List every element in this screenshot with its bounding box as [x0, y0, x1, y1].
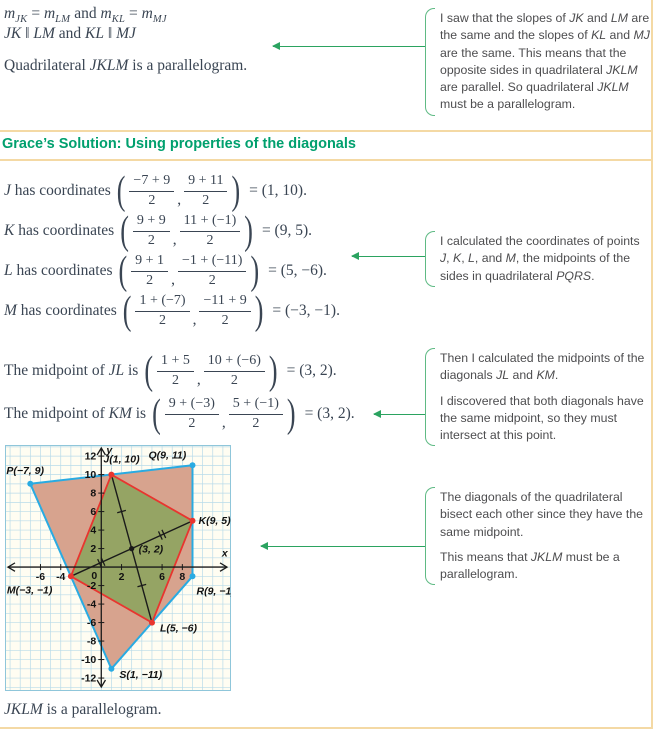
origin-label: 0: [91, 570, 98, 583]
fraction-x: $\frac{9 + (-3)}{2}$: [165, 396, 219, 431]
point-label: Q(9, 11): [148, 449, 187, 462]
point-label: L(5, −6): [159, 622, 198, 635]
point-label: M(−3, −1): [6, 584, 53, 597]
midpoint-row-KM: The midpoint of KM is ( $\frac{9 + (-3)}{2}$ , $\frac{5 + (-1)}{2}$ ) = (3, 2).: [4, 390, 355, 436]
callout-arrow-3: [374, 414, 425, 415]
point-label: (3, 2): [138, 543, 164, 556]
vertex-dot: [190, 573, 196, 579]
fraction-y: $\frac{-1 + (-11)}{2}$: [178, 253, 247, 288]
fraction-x: $\frac{9 + 1}{2}$: [131, 253, 168, 288]
section-rule-bottom: [0, 159, 653, 161]
y-tick-label: -12: [81, 672, 97, 685]
point-label: K(9, 5): [198, 514, 231, 527]
vertex-dot: [129, 546, 134, 551]
row-result: = (9, 5).: [261, 222, 313, 239]
axis-letter-label: x: [221, 547, 228, 560]
fraction-comma: ,: [171, 271, 175, 288]
point-label: R(9, −1): [196, 585, 231, 598]
point-label: S(1, −11): [119, 668, 163, 681]
callout-text: I saw that the slopes of JK and LM are the same and the slopes of KL and MJ are the same. This means that the opposite sides in quadrilateral JKLM are parallel. So quadrilateral JKLM must be a parallelogram.: [440, 11, 650, 112]
row-label: M has coordinates: [4, 302, 117, 319]
fraction-comma: ,: [196, 371, 201, 388]
coordinate-row-J: J has coordinates ( $\frac{-7 + 9}{2}$ , $\frac{9 + 11}{2}$ ) = (1, 10).: [4, 167, 307, 213]
fraction-comma: ,: [172, 231, 177, 248]
y-tick-label: -10: [81, 654, 97, 667]
callout-bracket-icon: [425, 348, 435, 446]
y-tick-label: 6: [90, 506, 97, 519]
callout-arrow-2: [352, 256, 425, 257]
row-label: L has coordinates: [4, 262, 113, 279]
y-tick-label: 4: [90, 524, 97, 537]
fraction-y: $\frac{9 + 11}{2}$: [184, 173, 227, 208]
fraction-y: $\frac{-11 + 9}{2}$: [199, 293, 250, 328]
fraction-x: $\frac{1 + (-7)}{2}$: [135, 293, 189, 328]
section-header-title: Grace’s Solution: Using properties of the diagonals: [2, 136, 356, 152]
fraction-x: $\frac{-7 + 9}{2}$: [129, 173, 174, 208]
section-rule-top: [0, 130, 653, 132]
quadrilateral-conclusion-line: Quadrilateral JKLM is a parallelogram.: [4, 57, 248, 74]
row-label: The midpoint of KM is: [4, 405, 147, 422]
graph-container: [5, 445, 231, 696]
page-rule-bottom: [0, 727, 653, 729]
fraction-comma: ,: [177, 191, 182, 208]
callout-text: I calculated the coordinates of points J, K, L, and M, the midpoints of the sides in quadrilateral PQRS.: [440, 234, 640, 283]
footer-conclusion: JKLM is a parallelogram.: [4, 701, 162, 718]
callout-bracket-icon: [425, 231, 435, 287]
vertex-dot: [108, 666, 114, 672]
y-tick-label: -6: [86, 617, 97, 630]
row-result: = (3, 2).: [304, 405, 355, 422]
point-label: P(−7, 9): [6, 464, 44, 477]
fraction-comma: ,: [192, 311, 197, 328]
callout-bracket-icon: [425, 487, 435, 585]
x-tick-label: 6: [159, 571, 166, 584]
x-tick-label: -6: [35, 571, 46, 584]
row-result: = (1, 10).: [249, 182, 307, 199]
callout-coordinates: [425, 231, 652, 287]
row-result: = (5, −6).: [268, 262, 327, 279]
axis-letter-label: y: [106, 445, 113, 457]
coordinate-plane-graph: [5, 445, 231, 691]
vertex-dot: [68, 573, 74, 579]
x-tick-label: -4: [56, 571, 66, 584]
x-tick-label: 2: [118, 571, 125, 584]
point-label: J(1, 10): [103, 453, 140, 466]
coordinate-row-L: L has coordinates ( $\frac{9 + 1}{2}$ , $\frac{-1 + (-11)}{2}$ ) = (5, −6).: [4, 247, 327, 293]
callout-slopes: [425, 8, 652, 116]
y-tick-label: 2: [90, 543, 97, 556]
row-label: The midpoint of JL is: [4, 362, 139, 379]
vertex-dot: [149, 620, 155, 626]
fraction-y: $\frac{10 + (-6)}{2}$: [204, 353, 265, 388]
vertex-dot: [27, 481, 33, 487]
row-result: = (−3, −1).: [272, 302, 340, 319]
coordinate-row-K: K has coordinates ( $\frac{9 + 9}{2}$ , $\frac{11 + (-1)}{2}$ ) = (9, 5).: [4, 207, 313, 253]
callout-bracket-icon: [425, 8, 435, 116]
y-tick-label: 10: [84, 469, 97, 482]
y-tick-label: -2: [86, 580, 97, 593]
callout-midpoints: [425, 348, 652, 446]
callout-text: This means that JKLM must be a parallelogram.: [440, 549, 620, 582]
vertex-dot: [190, 462, 196, 468]
fraction-x: $\frac{1 + 5}{2}$: [157, 353, 194, 388]
y-tick-label: -8: [86, 635, 97, 648]
slope-equality-line: $m_{JK} = m_{LM}$ and $m_{KL} = m_{MJ}$: [4, 5, 167, 25]
coordinate-row-M: M has coordinates ( $\frac{1 + (-7)}{2}$ , $\frac{-11 + 9}{2}$ ) = (−3, −1).: [4, 287, 340, 333]
y-tick-label: -4: [86, 598, 97, 611]
fraction-comma: ,: [221, 414, 226, 431]
callout-text: Then I calculated the midpoints of the diagonals JL and KM.: [440, 351, 645, 383]
y-tick-label: 12: [84, 450, 97, 463]
callout-diagonals: [425, 487, 652, 585]
midpoint-row-JL: The midpoint of JL is ( $\frac{1 + 5}{2}$ , $\frac{10 + (-6)}{2}$ ) = (3, 2).: [4, 347, 337, 393]
callout-arrow-1: [273, 46, 425, 47]
x-tick-label: 8: [179, 571, 186, 584]
callout-arrow-4: [261, 546, 425, 547]
vertex-dot: [108, 472, 114, 478]
row-label: J has coordinates: [4, 182, 111, 199]
page-rule-right: [651, 0, 653, 729]
vertex-dot: [190, 518, 196, 524]
fraction-x: $\frac{9 + 9}{2}$: [133, 213, 170, 248]
fraction-y: $\frac{11 + (-1)}{2}$: [180, 213, 241, 248]
parallel-sides-line: JK ‖ LM and KL ‖ MJ: [4, 25, 136, 42]
fraction-y: $\frac{5 + (-1)}{2}$: [229, 396, 283, 431]
callout-text: The diagonals of the quadrilateral bisect each other since they have the same midpoint.: [440, 490, 644, 539]
row-label: K has coordinates: [4, 222, 115, 239]
row-result: = (3, 2).: [286, 362, 337, 379]
y-tick-label: 8: [90, 487, 97, 500]
callout-text: I discovered that both diagonals have the same midpoint, so they must intersect at this point.: [440, 393, 644, 443]
